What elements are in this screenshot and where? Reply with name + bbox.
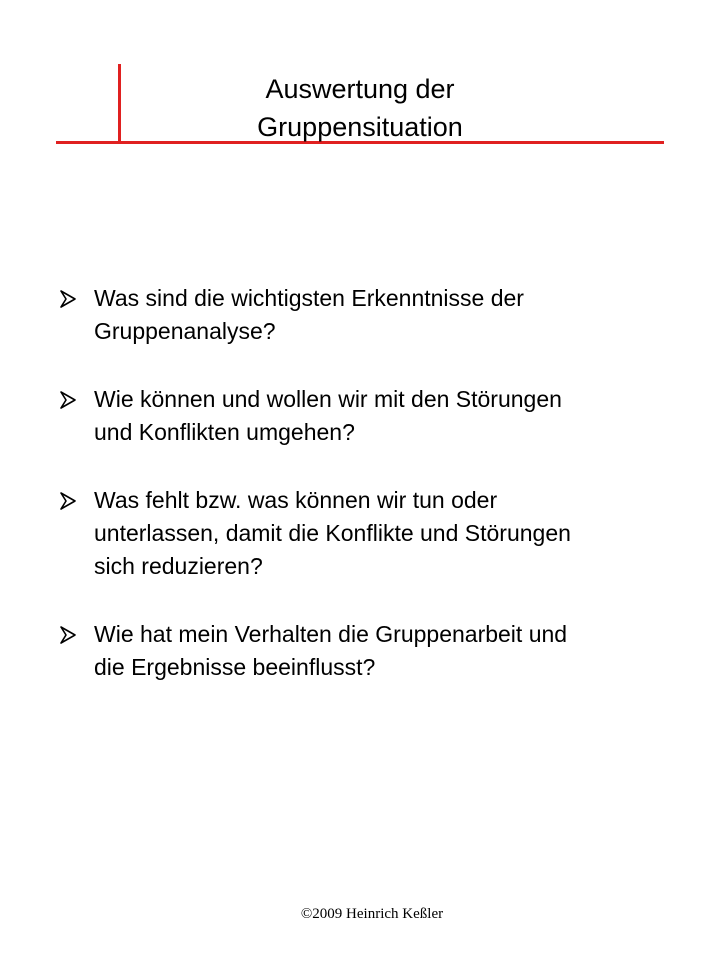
question-item-2 — [58, 383, 678, 449]
question-1-line-2: Gruppenanalyse? — [94, 318, 276, 344]
page-title-line-2: Gruppensituation — [257, 112, 463, 142]
question-list — [58, 282, 678, 719]
arrowhead-bullet-icon — [58, 383, 78, 416]
question-2-line-2: und Konflikten umgehen? — [94, 419, 355, 445]
question-3-line-2: unterlassen, damit die Konflikte und Störungen — [94, 520, 571, 546]
page-title-line-1: Auswertung der — [265, 74, 455, 104]
arrowhead-bullet-icon — [58, 282, 78, 315]
question-2-line-1: Wie können und wollen wir mit den Störungen — [94, 386, 562, 412]
copyright-footer: ©2009 Heinrich Keßler — [300, 906, 444, 922]
question-3-line-1: Was fehlt bzw. was können wir tun oder — [94, 487, 498, 513]
page-title — [120, 70, 600, 146]
arrowhead-bullet-icon — [58, 484, 78, 517]
question-4-line-2: die Ergebnisse beeinflusst? — [94, 654, 376, 680]
question-item-4 — [58, 618, 678, 684]
question-1-line-1: Was sind die wichtigsten Erkenntnisse der — [94, 285, 524, 311]
question-4-line-1: Wie hat mein Verhalten die Gruppenarbeit und — [94, 621, 568, 647]
question-item-1 — [58, 282, 678, 348]
question-item-3 — [58, 484, 678, 583]
question-3-line-3: sich reduzieren? — [94, 553, 263, 579]
arrowhead-bullet-icon — [58, 618, 78, 651]
